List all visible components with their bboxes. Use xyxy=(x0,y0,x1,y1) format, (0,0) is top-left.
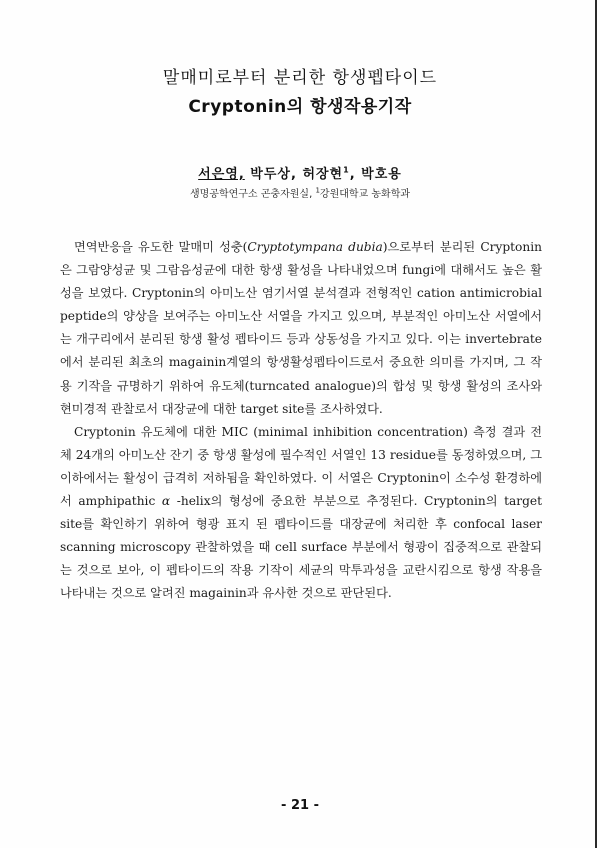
abstract-paragraph-1: 면역반응을 유도한 말매미 성충(Cryptotympana dubia)으로부터 분리된 Cryptonin은 그람양성균 및 그람음성균에 대한 항생 활성을 나타내었으며 fungi에 대해서도 높은 활성을 보였다. Cryptonin의 아미노산 염기서열 분석결과 전형적인 cation antimicrobial peptide의 양상을 보여주는 아미노산 서열을 가지고 있으며, 부분적인 아미노산 서열에서는 개구리에서 분리된 항생 활성 펩타이드 등과 상동성을 가지고 있다. 이는 invertebrate에서 분리된 최초의 magainin계열의 항생활성펩타이드로서 중요한 의미를 가지며, 그 작용 기작을 규명하기 위하여 유도체(turncated analogue)의 합성 및 항생 활성의 조사와 현미경적 관찰로서 대장균에 대한 target site를 조사하였다. xyxy=(60,240,542,416)
abstract-body xyxy=(60,236,542,606)
affiliation-mark: 1 xyxy=(315,186,320,195)
affiliation-primary: 생명공학연구소 곤충자원실, xyxy=(189,189,316,200)
paper-title-line2: Cryptonin의 항생작용기작 xyxy=(188,97,412,117)
co-authors: 박두상, 허장현 xyxy=(244,167,344,182)
species-name: Cryptotympana dubia xyxy=(247,240,383,254)
page-edge-shadow xyxy=(595,0,597,848)
paper-title-line1: 말매미로부터 분리한 항생펩타이드 xyxy=(162,68,438,88)
affiliation-secondary: 강원대학교 농화학과 xyxy=(319,189,411,200)
author-list xyxy=(0,163,600,182)
author-affiliation-mark: 1 xyxy=(343,165,350,175)
alpha-symbol: α xyxy=(161,494,171,509)
last-author: , 박호용 xyxy=(349,167,402,182)
affiliation-line xyxy=(0,185,600,200)
abstract-paragraph-2: Cryptonin 유도체에 대한 MIC (minimal inhibition concentration) 측정 결과 전체 24개의 아미노산 잔기 중 항생 활성에 필수적인 서열인 13 residue를 동정하였으며, 그 이하에서는 활성이 급격히 저하됨을 확인하였다. 이 서열은 Cryptonin이 소수성 환경하에서 amphipathic α -helix의 형성에 중요한 부분으로 추정된다. Cryptonin의 target site를 확인하기 위하여 형광 표지 된 펩타이드를 대장균에 처리한 후 confocal laser scanning microscopy 관찰하였을 때 cell surface 부분에서 형광이 집중적으로 관찰되는 것으로 보아, 이 펩타이드의 작용 기작이 세균의 막투과성을 교란시킴으로 항생 작용을 나타내는 것으로 알려진 magainin과 유사한 것으로 판단된다. xyxy=(60,424,542,601)
presenting-author: 서은영, xyxy=(198,167,245,182)
page-number: - 21 - xyxy=(281,798,319,813)
